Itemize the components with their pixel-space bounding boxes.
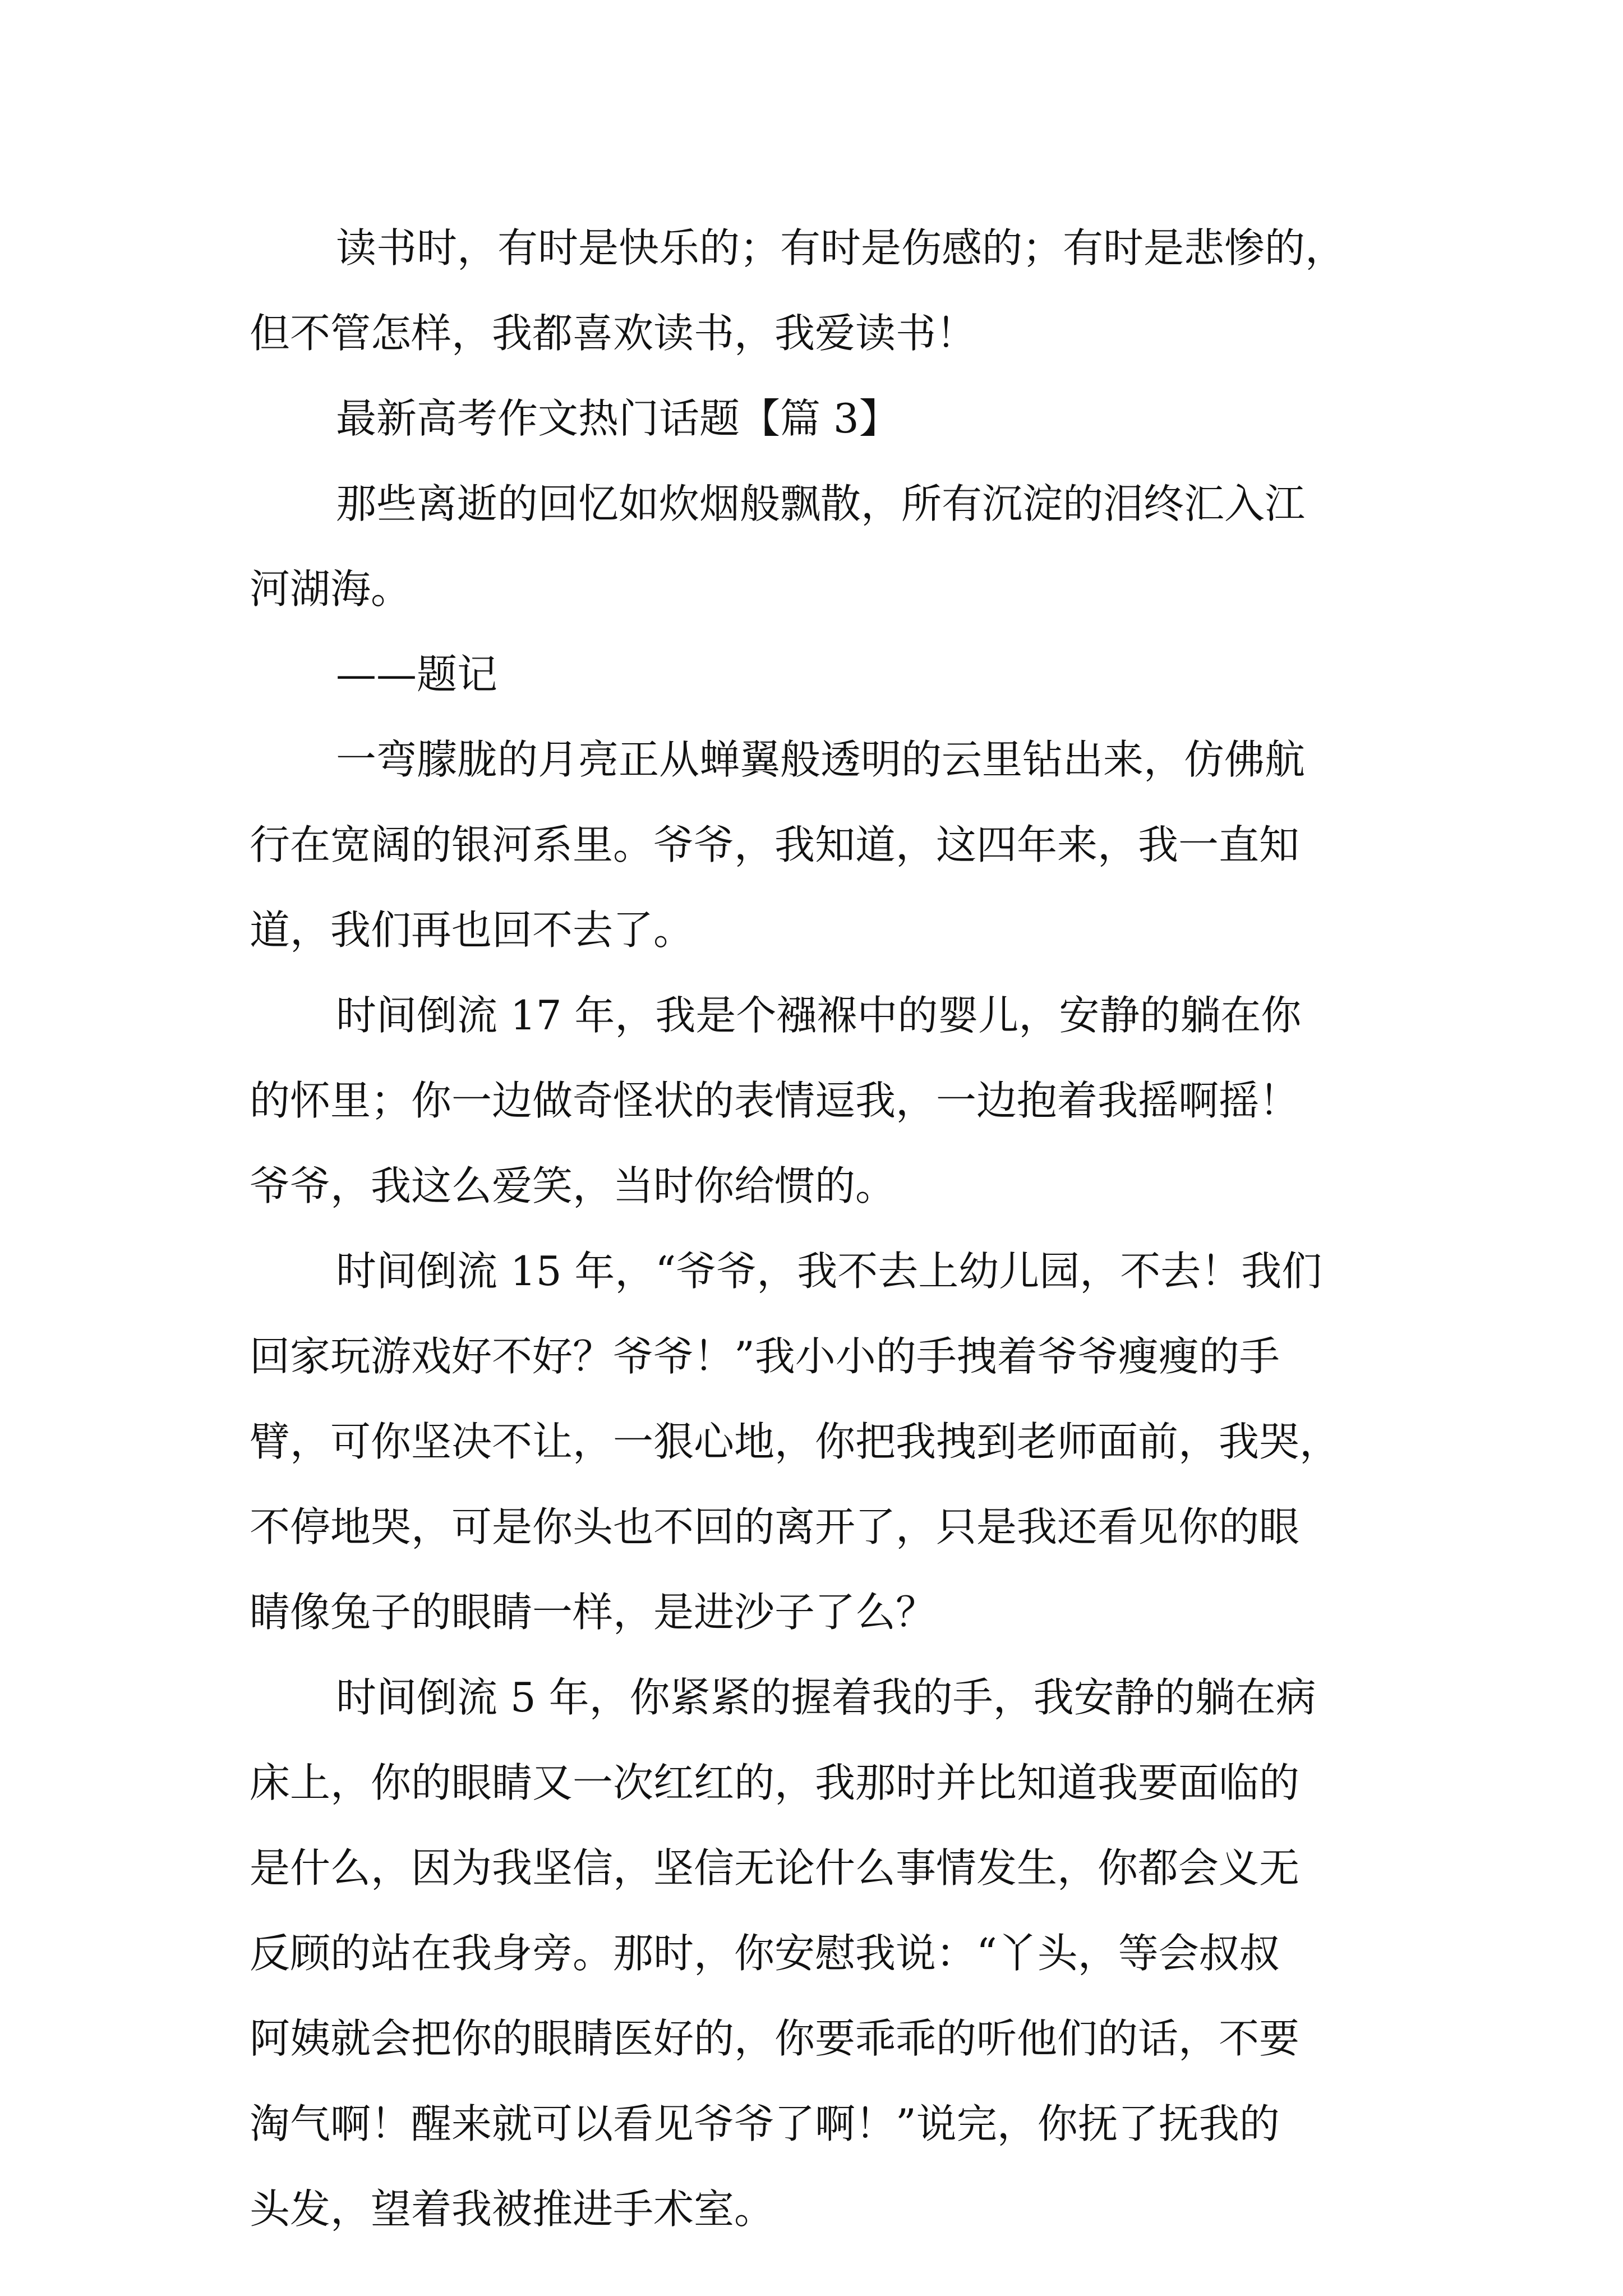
text-line: 床上，你的眼睛又一次红红的，我那时并比知道我要面临的 <box>250 1759 1300 1806</box>
text-line: 那些离逝的回忆如炊烟般飘散，所有沉淀的泪终汇入江 <box>336 480 1306 527</box>
text-line: 时间倒流 17 年，我是个襁褓中的婴儿，安静的躺在你 <box>336 992 1302 1039</box>
epigraph-attribution: ——题记 <box>336 651 498 698</box>
text-line: 反顾的站在我身旁。那时，你安慰我说：“丫头，等会叔叔 <box>250 1930 1280 1977</box>
text-line: 河湖海。 <box>250 565 412 613</box>
text-line: 读书时，有时是快乐的；有时是伤感的；有时是悲惨的， <box>336 224 1346 272</box>
text-line: 是什么，因为我坚信，坚信无论什么事情发生，你都会义无 <box>250 1844 1300 1892</box>
text-line: 阿姨就会把你的眼睛医好的，你要乖乖的听他们的话，不要 <box>250 2015 1300 2062</box>
text-line: 时间倒流 5 年，你紧紧的握着我的手，我安静的躺在病 <box>336 1674 1316 1721</box>
text-line: 行在宽阔的银河系里。爷爷，我知道，这四年来，我一直知 <box>250 821 1300 868</box>
essay-body <box>250 205 1382 2252</box>
text-line: 道，我们再也回不去了。 <box>250 907 694 954</box>
text-line: 臂，可你坚决不让，一狠心地，你把我拽到老师面前，我哭， <box>250 1418 1340 1465</box>
text-line: 但不管怎样，我都喜欢读书，我爱读书！ <box>250 310 977 357</box>
text-line: 爷爷，我这么爱笑，当时你给惯的。 <box>250 1162 896 1209</box>
text-line: 时间倒流 15 年，“爷爷，我不去上幼儿园，不去！我们 <box>336 1248 1322 1295</box>
text-line: 一弯朦胧的月亮正从蝉翼般透明的云里钻出来，仿佛航 <box>336 736 1306 783</box>
section-heading: 最新高考作文热门话题【篇 3】 <box>336 395 900 442</box>
text-line: 的怀里；你一边做奇怪状的表情逗我，一边抱着我摇啊摇！ <box>250 1077 1300 1124</box>
text-line: 睛像兔子的眼睛一样，是进沙子了么？ <box>250 1589 937 1636</box>
text-line: 回家玩游戏好不好？爷爷！”我小小的手拽着爷爷瘦瘦的手 <box>250 1333 1280 1380</box>
text-line: 不停地哭，可是你头也不回的离开了，只是我还看见你的眼 <box>250 1503 1300 1550</box>
text-line: 淘气啊！醒来就可以看见爷爷了啊！”说完，你抚了抚我的 <box>250 2100 1280 2147</box>
text-line: 头发，望着我被推进手术室。 <box>250 2185 775 2233</box>
